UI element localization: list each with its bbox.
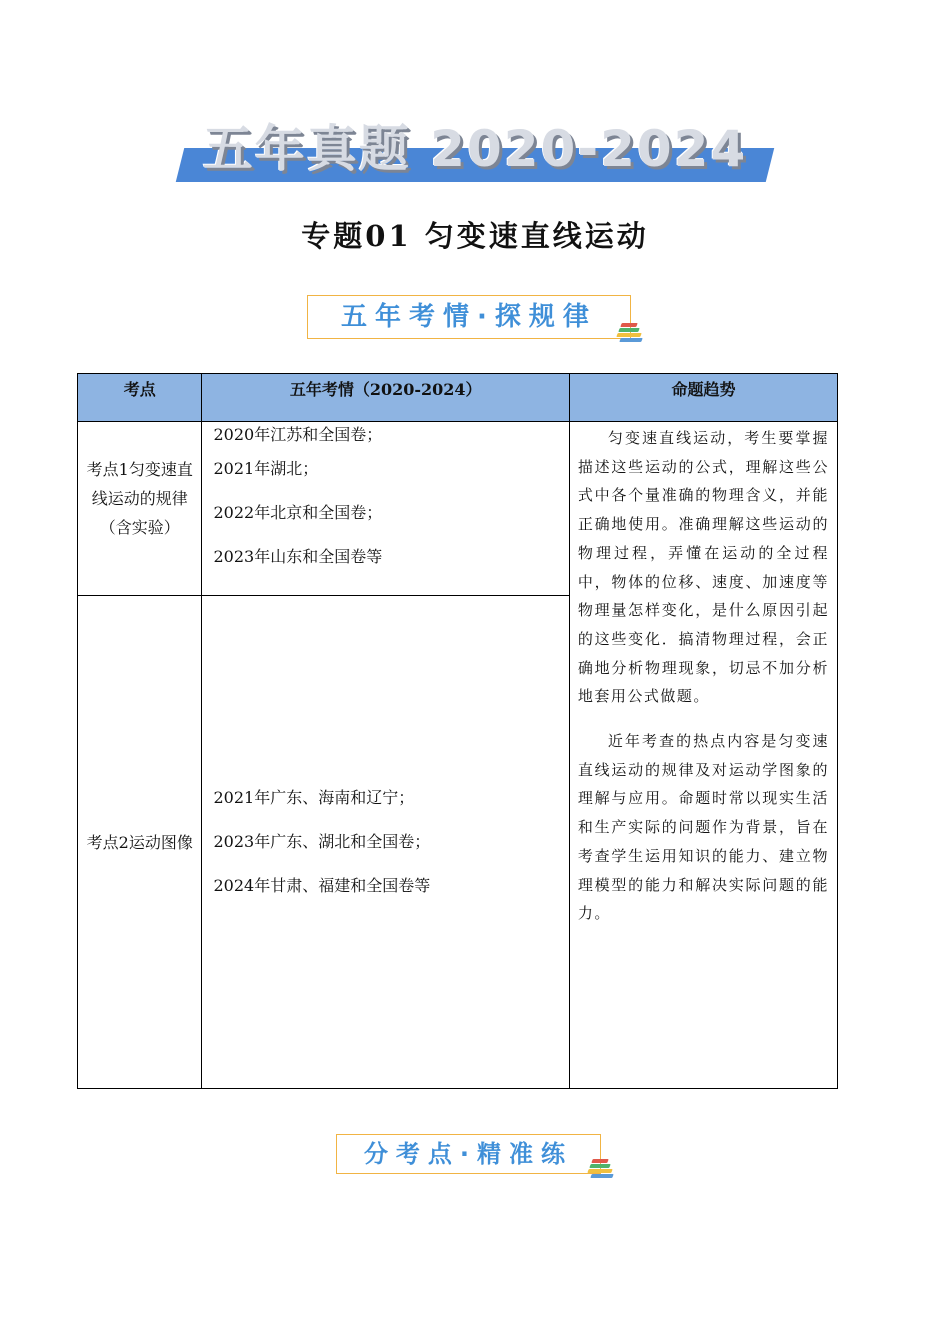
header-trend: 命题趋势 [569, 374, 837, 422]
header-years: 五年考情（2020-2024） [202, 374, 569, 422]
banner-text: 五年真题 2020-2024 [202, 120, 748, 178]
topic-cell [78, 422, 202, 596]
year-item: 2021年湖北； [213, 459, 319, 478]
books-icon [617, 323, 645, 343]
trend-cell [569, 422, 837, 1089]
trend-paragraph: 匀变速直线运动，考生要掌握描述这些运动的公式，理解这些公式中各个量准确的物理含义，并能正确地使用。准确理解这些运动的物理过程，弄懂在运动的全过程中，物体的位移、速度、加速度等物理量怎样变化，是什么原因引起的这些变化．搞清物理过程，会正确地分析物理现象，切忌不加分析地套用公式做题。 [577, 429, 829, 706]
topic-label: 考点2运动图像 [86, 832, 193, 852]
year-item: 2024年甘肃、福建和全国卷等 [213, 876, 431, 895]
year-item: 2023年山东和全国卷等 [213, 547, 383, 566]
topic-label: 考点1匀变速直线运动的规律（含实验） [86, 460, 193, 537]
trend-paragraph: 近年考查的热点内容是匀变速直线运动的规律及对运动学图象的理解与应用。命题时常以现实生活和生产实际的问题作为背景，旨在考查学生运用知识的能力、建立物理模型的能力和解决实际问题的能力。 [577, 732, 829, 923]
banner [180, 118, 770, 186]
year-item: 2022年北京和全国卷； [213, 503, 383, 522]
section-tag-practice [336, 1134, 601, 1174]
years-cell [202, 422, 569, 596]
section-tag-label: 分考点·精准练 [363, 1140, 574, 1168]
header-topic: 考点 [78, 374, 202, 422]
books-icon [588, 1159, 616, 1179]
topic-cell [78, 596, 202, 1089]
section-tag-trends [307, 295, 631, 339]
year-item: 2023年广东、湖北和全国卷； [213, 832, 431, 851]
year-item: 2020年江苏和全国卷； [213, 425, 383, 444]
table-header-row [78, 374, 838, 422]
year-item: 2021年广东、海南和辽宁； [213, 788, 415, 807]
exam-analysis-table [77, 373, 838, 1089]
page-title: 专题01 匀变速直线运动 [301, 219, 649, 253]
table-row [78, 422, 838, 596]
section-tag-label: 五年考情·探规律 [341, 302, 597, 332]
years-cell [202, 596, 569, 1089]
